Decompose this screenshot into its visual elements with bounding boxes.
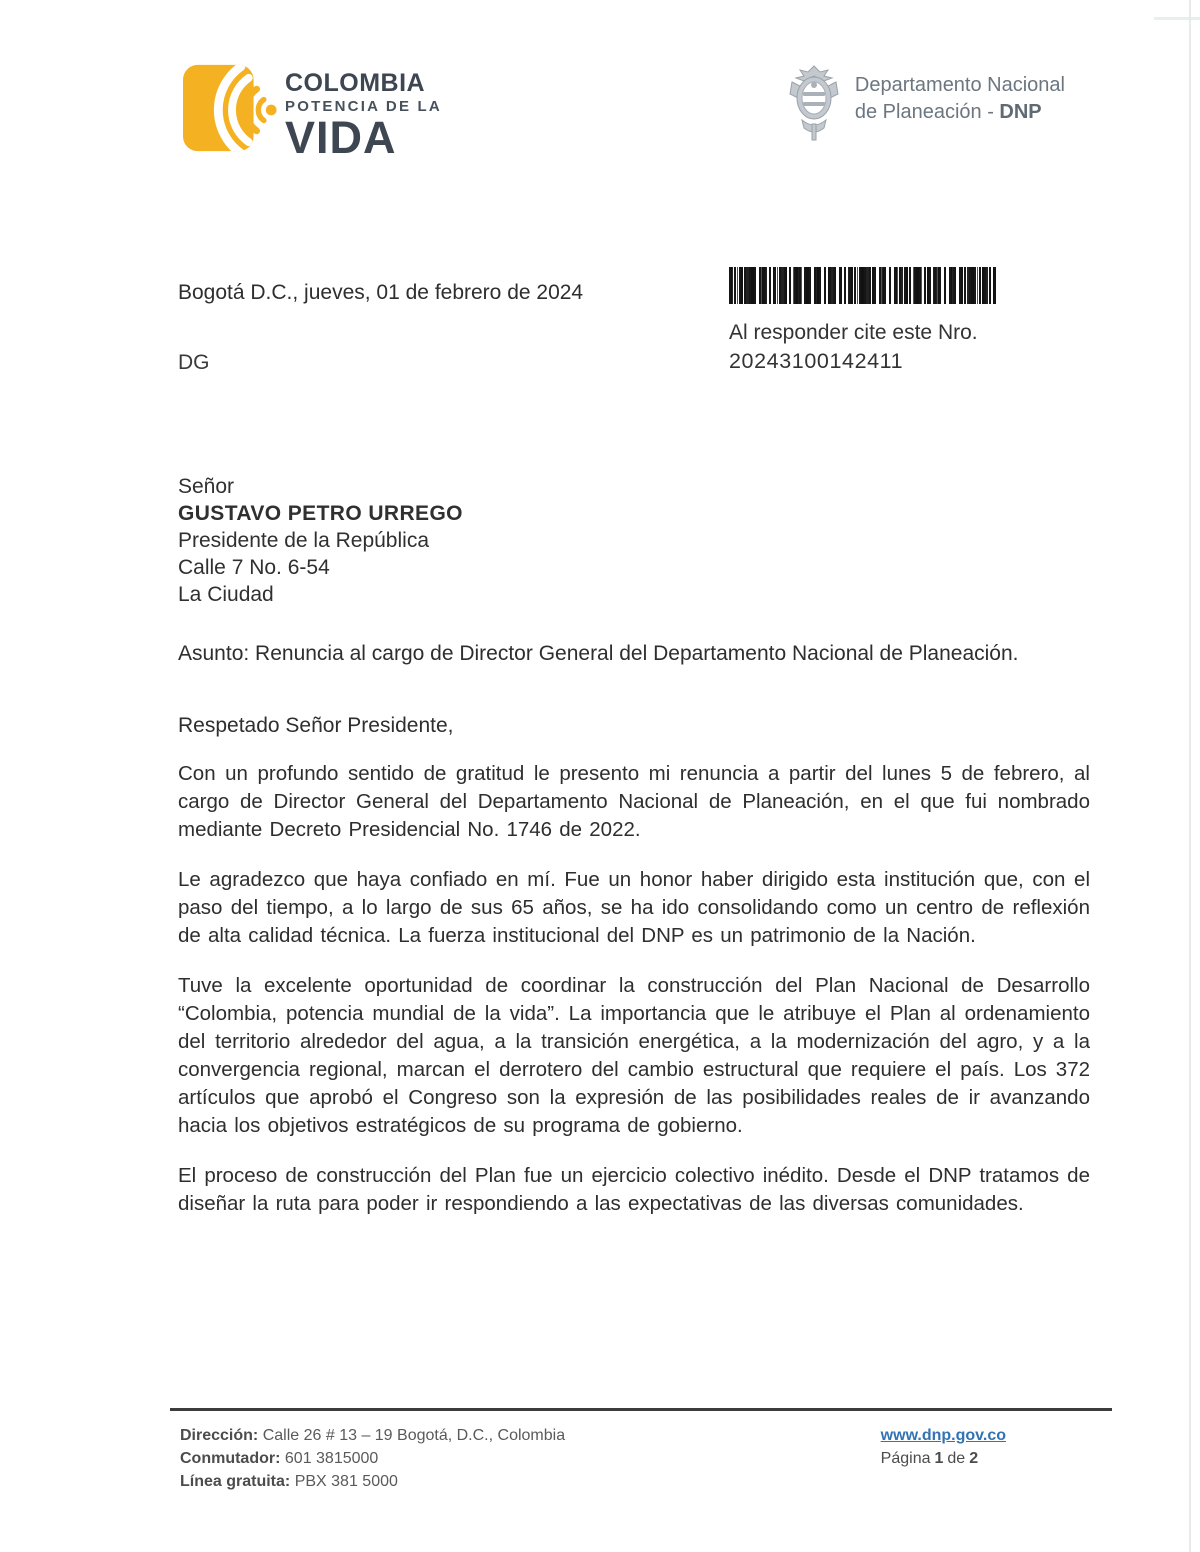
footer-website-link[interactable]: www.dnp.gov.co	[880, 1427, 1006, 1444]
footer-contact-block	[180, 1424, 565, 1493]
footer-tollfree-line: Línea gratuita: PBX 381 5000	[180, 1473, 398, 1490]
meta-row	[178, 267, 1090, 375]
recipient-name: GUSTAVO PETRO URREGO	[178, 502, 463, 525]
reference-block	[729, 267, 997, 374]
recipient-block	[178, 473, 1090, 608]
recipient-salutation: Señor	[178, 475, 235, 498]
recipient-city: La Ciudad	[178, 583, 274, 606]
meta-left	[178, 267, 583, 375]
date-line: Bogotá D.C., jueves, 01 de febrero de 2024	[178, 281, 584, 304]
recipient-address: Calle 7 No. 6-54	[178, 556, 330, 579]
brand-line-vida: VIDA	[285, 112, 397, 163]
paragraph: Con un profundo sentido de gratitud le presento mi renuncia a partir del lunes 5 de febrero, al cargo de Director General del Departamento Nacional de Planeación, en el que fui nombrado mediante Decreto Presidencial No. 1746 de 2022.	[178, 762, 1090, 841]
subject-line: Asunto: Renuncia al cargo de Director General del Departamento Nacional de Planeación.	[178, 642, 1019, 665]
barcode	[729, 267, 997, 304]
footer-page-indicator: Página 1 de 2	[880, 1450, 979, 1467]
recipient-title: Presidente de la República	[178, 529, 429, 552]
paragraph: Le agradezco que haya confiado en mí. Fue un honor haber dirigido esta institución que, con el paso del tiempo, a lo largo de sus 65 años, se ha ido consolidando como un centro de reflexión de alta calidad técnica. La fuerza institucional del DNP es un patrimonio de la Nación.	[178, 868, 1090, 947]
footer-right-block	[881, 1424, 1006, 1493]
brand-line-colombia: COLOMBIA	[285, 69, 426, 97]
paragraph: Tuve la excelente oportunidad de coordinar la construcción del Plan Nacional de Desarrollo “Colombia, potencia mundial de la vida”. La importancia que le atribuye el Plan al ordenamiento del territorio alrededor del agua, a la transición energética, a la modernización del agro, y a la convergencia regional, marcan el derrotero del cambio estructural que requiere el país. Los 372 artículos que aprobó el Congreso son la expresión de las posibilidades reales de ir avanzando hacia los objetivos estratégicos de su programa de gobierno.	[178, 974, 1090, 1137]
barcode-caption: Al responder cite este Nro.	[729, 321, 978, 344]
paragraph: El proceso de construcción del Plan fue un ejercicio colectivo inédito. Desde el DNP tratamos de diseñar la ruta para poder ir respondiendo a las expectativas de las diversas comunidades.	[178, 1164, 1090, 1215]
greeting-line: Respetado Señor Presidente,	[178, 714, 454, 737]
brand-line-potencia: POTENCIA DE LA	[285, 98, 442, 115]
dnp-acronym: DNP	[999, 101, 1042, 123]
dnp-name	[855, 72, 1065, 126]
reference-number: 20243100142411	[729, 349, 904, 373]
coat-of-arms-icon	[786, 64, 842, 151]
footer-address-line: Dirección: Calle 26 # 13 – 19 Bogotá, D.C., Colombia	[180, 1427, 566, 1444]
page-footer	[170, 1408, 1112, 1493]
letterhead	[178, 64, 1090, 161]
colombia-logo-icon	[183, 64, 281, 161]
dg-code: DG	[178, 351, 210, 374]
footer-rule	[170, 1408, 1112, 1411]
brand-wordmark	[285, 64, 442, 163]
colombia-brand-block	[183, 64, 442, 161]
footer-phone-line: Conmutador: 601 3815000	[180, 1450, 379, 1467]
dnp-brand-block	[786, 64, 1065, 151]
dnp-name-line2: de Planeación - DNP	[854, 101, 1042, 123]
dnp-name-line1: Departamento Nacional	[854, 74, 1065, 96]
